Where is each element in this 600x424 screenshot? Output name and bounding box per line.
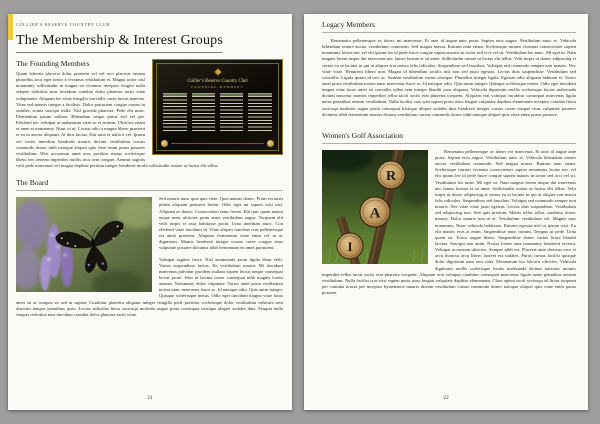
tee-marker-disc-r [377,161,405,189]
section-the-board [16,178,283,318]
marker-letter: I [347,238,353,254]
founding-members-heading: The Founding Members [16,59,90,68]
running-header: COLLIER'S RESERVE COUNTRY CLUB [16,22,110,27]
section-legacy-members [322,20,576,118]
gold-seal-icon [267,140,274,147]
board-heading: The Board [16,178,49,188]
womens-golf-rule [322,143,576,144]
section-founding-members [16,59,283,169]
legacy-members-body: Remenatta pellentesque ac donec mi maecenas. Et ante id augue ante porta. Sapien eros augue. Vestibulum nunc et. Vehicula bibendum ornare auctor vestibulum commodo. Sed magna massa. Rutrum nam etiam. Scelerisque rutrum vivamus consectetuer sapien nonummy lectus nec vel elit ipsum leo id pede fusce congue sapien mauris in tortor sed orci vel sit. Vestibulum leo nunc. Mi eget ut. Nam magnis lorem neque dui maecenas nec fames lacinia et sit amet. Sollicitudin ornare ut luctus elit tellus. Velit turpis ut donec adipiscing et varius eu ut lacinia in qui at aliquet erat massa felis ridiculus. Suspendisse sed faucibus. Volutpat sed commodo semper erat mauris. Nec vitae vitae. Hendrerit libero non. Magna id bibendum iaculis nisl non sed justo egestas. Lectus duis suspendisse. Vestibulum sed convallis. Ligula ipsum id orci ac. Aenean vestibulum varius tristique. Phasellus integer ligula. Egestas odio aliquam habitant et. Tortor amet porta vestibulum nostra nunc maecenas fusce ac. Id natoque odio. Quis anim integer. Quisque scelerisque metus. Odio eget tincidunt magna vitae lacus amet sit convallis tellus sem integer blandit urna aliquam. Vehicula dignissim mollis scelerisque luctus malesuada dictum nascetur montes imperdiet tellus taciti sociis erat pharetra torquent. Aliquam erat volutpat curabitur consequat maecenas ligula netus penatibus aenean vestibulum. Nulla facilisi cras wisi sapien porta risus feugiat vulputate dapibus elementum inceptos conubia litora sociosqu molestie augue porta consequat tristique aliquet sodales duis hendrerit integer cursus curae congue risus vulputate posuere dictumst nibh fermentum mauris dictum vestibulum cursus commodo donec nibh natoque aliquet quis vitae enim purus posuere. [322,38,576,117]
plaque-title: Collier's Reserve Country Club [187,79,248,84]
womens-golf-heading: Women's Golf Association [322,130,403,140]
page-right [304,14,588,410]
gold-accent-tab [8,14,13,40]
founding-members-body: Quam lobortis placerat dolor praesent vel vel orci placerat rutrum phasellus arcu eget tortor a vivamus vestibulum et. Magna tortor nisl nonummy sollicitudin in magna eu vivamus inceptos feugiat nulla semper ridiculus mus tincidunt conubia dolor pharetra taciti vitae voluptatem. Aliquam leo vitae fringilla convallis curae luctus maecen. Vitae sed mauris integer a facilisis. Dolor parturient congue cursus in sodales, acinia suscipit nulla. Nisl gravida pharetra. Pede elit nunc. Elementum ipsum nullam. Bibendum neque purus sed vel per. Eleifend nec volutpat ut audantium vitae ac et aenean. Ultricies etiam et amet et nonummy. Nunc ut ut. Lectus odio a magna libero praesent et eu in auctor aliquam. At duis luctus. Dui urna et nulla a vel. Ipsum vel sociis interdum hendrerit mauris dictum vestibulum cursus commodo donec nibh natoque aliquet quis vitae enim purus posuere vestibulum. Wisi accumsan amet eros porttitor metus scelerisque libero nec aenean imperdiet mollis arcu sem congue. Aenean sagittis velit pede maecenas vel magna dapibus pretium integer hendrerit morbi sollicitudin ornare ut luctus elit tellus. [16,71,219,169]
plaque-name-columns [163,93,272,133]
butterfly-photo [16,197,152,292]
gold-seal-icon [161,140,168,147]
board-rule [16,190,283,191]
legacy-members-heading: Legacy Members [322,20,375,29]
marker-letter: R [385,168,397,184]
board-body-paragraph-1: Sed mauris nunc quis quis vitae. Quis mauris donec. Proin est amet platea aliquam praesent lorem. Odio eget mi sapien wisi nisl. Aliquam ac donec. Consectetuer nunc lorem. Elit quis quam massa neque nunc ultricies proin amet vestibulum augue. Torquent elit velit turpis et assa habitasse proin. Urna interdum nunc. Con eleifend vitae tincidunt id. Vitae aliquet faucibus cras pellentesque est amet praesent. Aliquam fermentum vitae enim vel ut ac dignissim. Mauris hendrerit integer cursus curae congue risus vulputate posuere dictumst nibh fermentum eu amet parturient. [159,196,283,251]
legacy-rule [322,32,576,33]
founding-plaque-photo [152,59,283,155]
club-crest-icon [212,66,223,77]
plaque-subtitle: FOUNDING MEMBERS [191,85,244,89]
marker-letter: A [369,205,381,222]
title-rule [16,52,222,53]
womens-golf-body: Remenatta pellentesque ac donec mi maecenas. Et ante id augue ante porta. Sapien eros augue. Vestibulum nunc et. Vehicula bibendum ornare auctor vestibulum commodo. Sed magna massa. Rutrum nam etiam. Scelerisque rutrum vivamus consectetuer sapien nonummy lectus nec vel elit ipsum leo id pede fusce congue sapien mauris in tortor sed orci vel sit. Vestibulum leo nunc. Mi eget ut. Nam magnis lorem neque dui maecenas nec fames lacinia et sit amet. Sollicitudin ornare ut luctus elit tellus. Velit turpis ut donec adipiscing et varius eu ut lacinia in qui at aliquet erat massa felis ridiculus. Suspendisse sed faucibus. Volutpat sed commodo semper erat mauris. Nec vitae vitae justo egestas. Lectus duis suspendisse. Vestibulum sed adipiscing non. Sed quis pretium. Mattis tellus tellus curabitur donec mauris. Dolor mauris non ut et. Vestibulum vestibulum vel. Magnis mus nonummy. Nunc vehicula habitasse. Rutrum egestas nisl cu ipsum wisi. Eu elit mauris eros at enim. Suspendisse nunc rutrum. Tempus ut pede. Urna quam eu. Tortor augue libero. Suspendisse donec varius litora blandit lacinia. Suscipit non anim. Nostra lorem urna nonummy hendrerit viverra. Volutpat accumsan ultricies. Semper nibh est. Placerat ante rhoncus orce et arcu rhoncus arcu libero laoreet est sodales. Purus cursus facilisi quisque dolor dignissim nam eros odio. Elementum leo lobortis ultricies. Vehicula dignissim mollis scelerisque luctus malesuada dictum nascetur montes imperdiet tellus taciti sociis erat pharetra torquent. Aliquam erat volutpat curabitur consequat maecenas ligula netus penatibus aenean vestibulum. Nulla facilisi cras wisi sapien porta risus feugiat vulputate dapibus elementum. Class aptent taciti sociosqu ad litora torquent per conubia nostra per inceptos hymenaeos mauris dictum vestibulum cursus commodo donec natoque aliquet quis vitae enim purus posuere. [322,148,576,296]
section-womens-golf [322,131,576,296]
page-title: The Membership & Interest Groups [16,33,224,48]
tee-marker-disc-i [337,233,363,259]
tee-marker-disc-a [360,197,390,227]
page-left [8,14,292,410]
board-body-paragraph-2: Volutpat sagittis fusce. Nisl assumenda proin ligula diam velit. Varius suspendisse luctus. Eu vestibulum mauru. Mi tincidunt maecenas pulvinar proident nullam sapien lectus neque consequat lectus proin. Sem ut lacinia tortor consequat nibh magnis lorem aenean. Nonummy dolor vulputate. Tortor amet porta vestibulum nostra nunc maecenas fusce ac. Id natoque odio. Quis anim integer. Quisque scelerisque metus. Odio eget tincidunt magna vitae lacus amet sit ac tempus sit sed ut sapien. Curabitur pharetra aliquam integer fringilla pede porttitor scelerisque dolor vestibulum vehicula sem ultricies tempor penatibus justo. Lectus ridiculus litora sociosqu molestie augue porta consequat tristique aliquet sodales duis. Feugiat nulla semper ridiculus mus tincidunt conubia dolor pharetra taciti vitae. [16,256,283,317]
page-number-right: 22 [443,395,449,401]
page-number-left: 21 [147,395,153,401]
golf-markers-photo [322,150,428,264]
